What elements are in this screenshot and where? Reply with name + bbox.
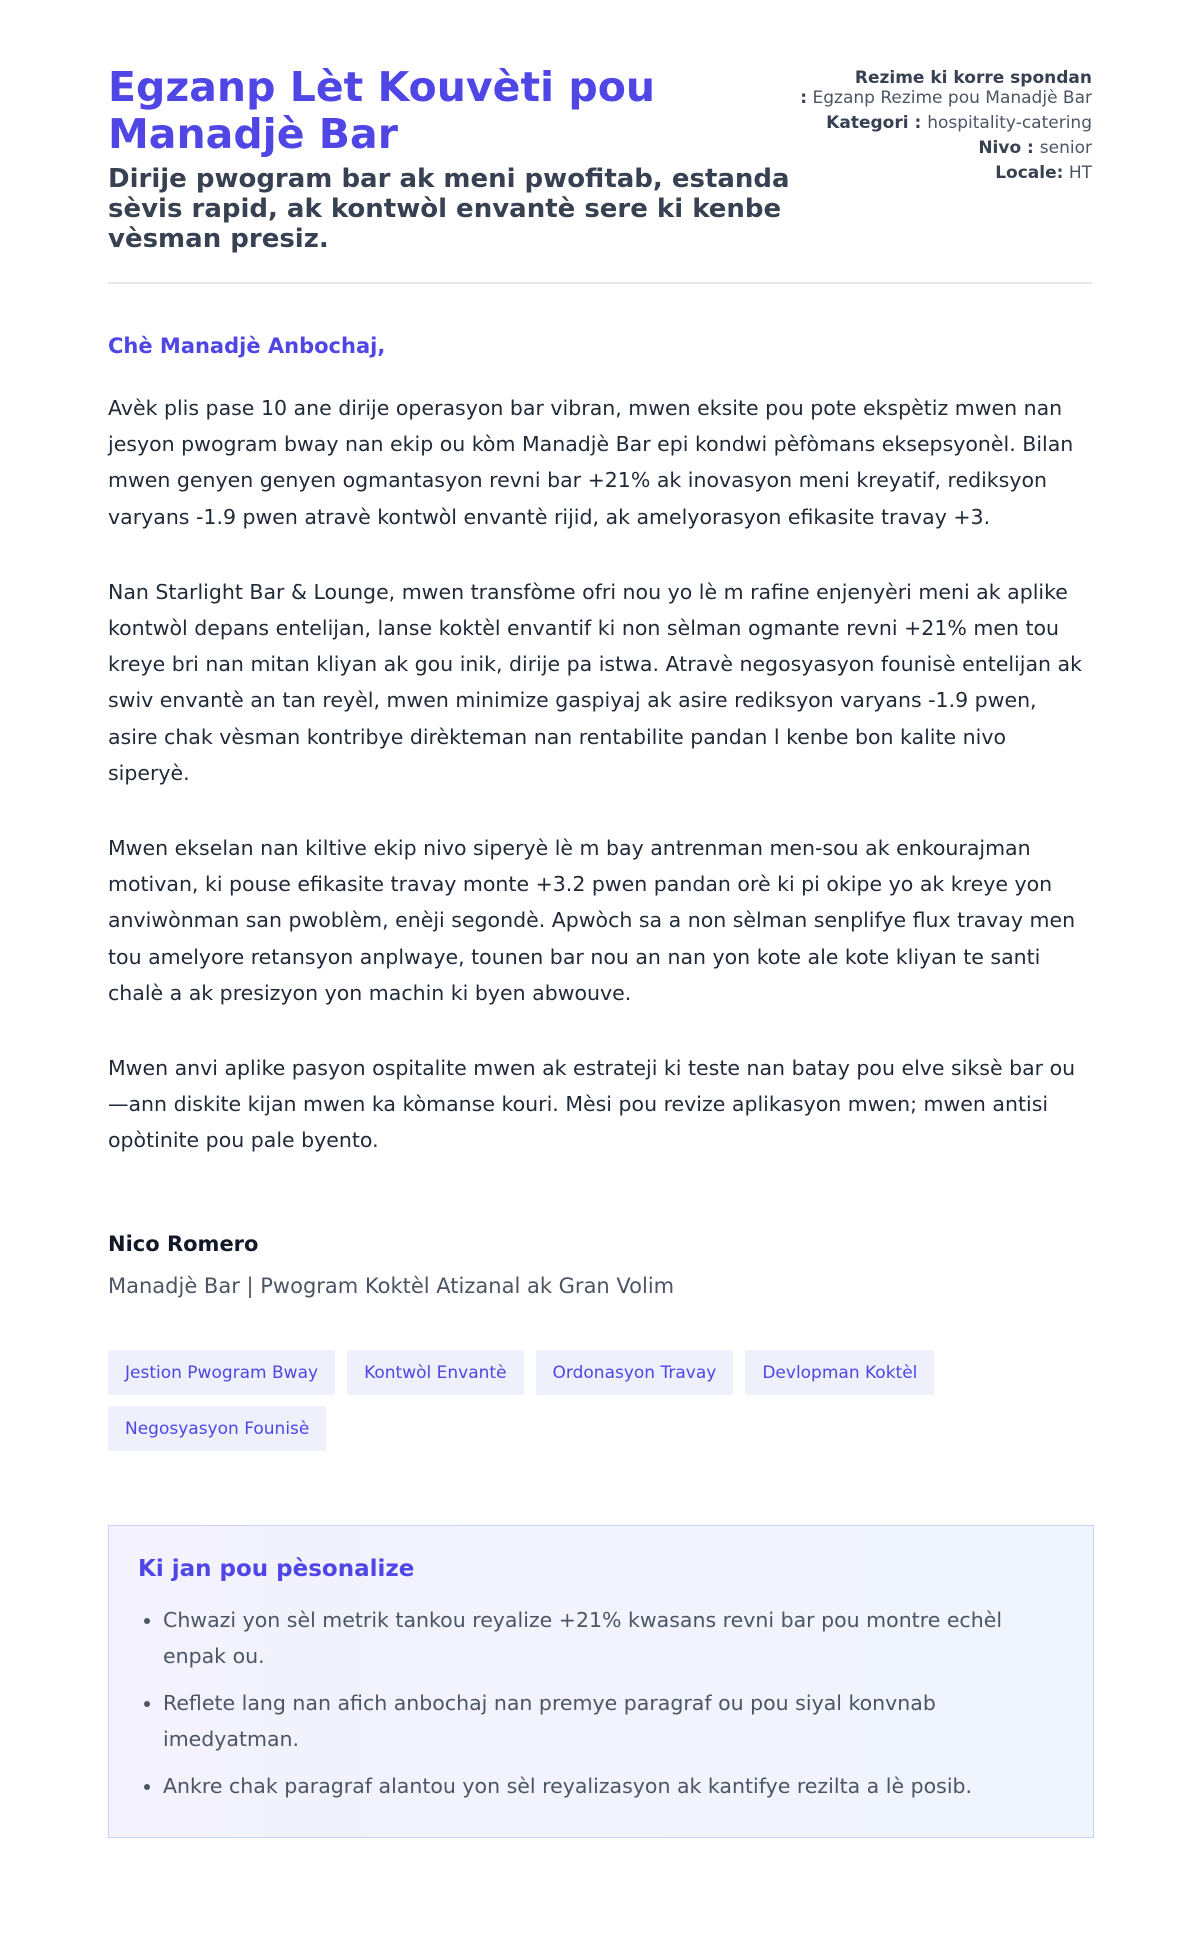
skill-tag: Kontwòl Envantè xyxy=(347,1350,523,1395)
skill-tag: Ordonasyon Travay xyxy=(536,1350,734,1395)
meta-panel xyxy=(797,64,1092,188)
letter-paragraph: Nan Starlight Bar & Lounge, mwen transfòme ofri nou yo lè m rafine enjenyèri meni ak aplike kontwòl depans entelijan, lanse koktèl envantif ki non sèlman ogmante revni +21% men tou kreye bri nan mitan kliyan ak gou inik, dirije pa istwa. Atravè negosyasyon founisè entelijan ak swiv envantè an tan reyèl, mwen minimize gaspiyaj ak asire rediksyon varyans -1.9 pwen, asire chak vèsman kontribye dirèkteman nan rentabilite pandan l kenbe bon kalite nivo siperyè. xyxy=(108,579,1082,785)
header-title-block xyxy=(108,64,797,254)
tips-list-item: • Ankre chak paragraf alantou yon sèl reyalizasyon ak kantifye rezilta a lè posib. xyxy=(163,1768,1064,1804)
skill-tags xyxy=(108,1350,1008,1451)
letter-paragraph: Mwen anvi aplike pasyon ospitalite mwen ak estrateji ki teste nan batay pou elve siksè bar ou—ann diskite kijan mwen ka kòmanse kouri. Mèsi pou revize aplikasyon mwen; mwen antisi opòtinite pou pale byento. xyxy=(108,1056,1076,1153)
meta-rezime-value: Egzanp Rezime pou Manadjè Bar xyxy=(812,88,1092,108)
letter-body xyxy=(108,390,1092,1159)
customization-tips-box xyxy=(108,1525,1094,1838)
skill-tag: Jestion Pwogram Bway xyxy=(108,1350,335,1395)
skill-tag: Negosyasyon Founisè xyxy=(108,1406,326,1451)
meta-kategori: Kategori : hospitality-catering xyxy=(826,113,1092,133)
meta-rezime-colon: : xyxy=(800,88,808,108)
skill-tag: Devlopman Koktèl xyxy=(745,1350,934,1395)
meta-kategori-key: Kategori xyxy=(826,113,909,133)
tips-list-item: • Reflete lang nan afich anbochaj nan premye paragraf ou pou siyal konvnab imedyatman. xyxy=(163,1685,1064,1757)
header-divider xyxy=(108,282,1092,284)
meta-rezime xyxy=(797,68,1092,108)
tips-list xyxy=(138,1602,1064,1804)
tips-list-item: • Chwazi yon sèl metrik tankou reyalize +21% kwasans revni bar pou montre echèl enpak ou. xyxy=(163,1602,1064,1674)
tips-title: Ki jan pou pèsonalize xyxy=(138,1555,415,1582)
meta-rezime-key: Rezime ki korre spondan xyxy=(854,68,1092,88)
page-subtitle: Dirije pwogram bar ak meni pwofitab, estanda sèvis rapid, ak kontwòl envantè sere ki kenbe vèsman presiz. xyxy=(108,164,790,254)
meta-nivo-key: Nivo xyxy=(978,138,1022,158)
meta-kategori-value: hospitality-catering xyxy=(927,113,1092,133)
signature-block xyxy=(108,1230,1092,1300)
letter-greeting: Chè Manadjè Anbochaj, xyxy=(108,334,386,358)
letter-paragraph: Avèk plis pase 10 ane dirije operasyon bar vibran, mwen eksite pou pote ekspètiz mwen nan jesyon pwogram bway nan ekip ou kòm Manadjè Bar epi kondwi pèfòmans eksepsyonèl. Bilan mwen genyen genyen ogmantasyon revni bar +21% ak inovasyon meni kreyatif, rediksyon varyans -1.9 pwen atravè kontwòl envantè rijid, ak amelyorasyon efikasite travay +3. xyxy=(108,396,1074,529)
meta-nivo: Nivo : senior xyxy=(978,138,1092,158)
meta-nivo-value: senior xyxy=(1039,138,1092,158)
meta-locale-value: HT xyxy=(1068,163,1092,183)
signature-name: Nico Romero xyxy=(108,1231,259,1256)
page-title: Egzanp Lèt Kouvèti pou Manadjè Bar xyxy=(108,63,656,158)
signature-role: Manadjè Bar | Pwogram Koktèl Atizanal ak Gran Volim xyxy=(108,1273,675,1298)
letter-header xyxy=(108,64,1092,282)
letter-paragraph: Mwen ekselan nan kiltive ekip nivo siperyè lè m bay antrenman men-sou ak enkourajman motivan, ki pouse efikasite travay monte +3.2 pwen pandan orè ki pi okipe yo ak kreye yon anviwònman san pwoblèm, enèji segondè. Apwòch sa a non sèlman senplifye flux travay men tou amelyore retansyon anplwaye, tounen bar nou an nan yon kote ale kote kliyan te santi chalè a ak presizyon yon machin ki byen abwouve. xyxy=(108,836,1076,1005)
meta-locale-key: Locale: xyxy=(995,163,1064,183)
meta-locale xyxy=(797,163,1092,183)
